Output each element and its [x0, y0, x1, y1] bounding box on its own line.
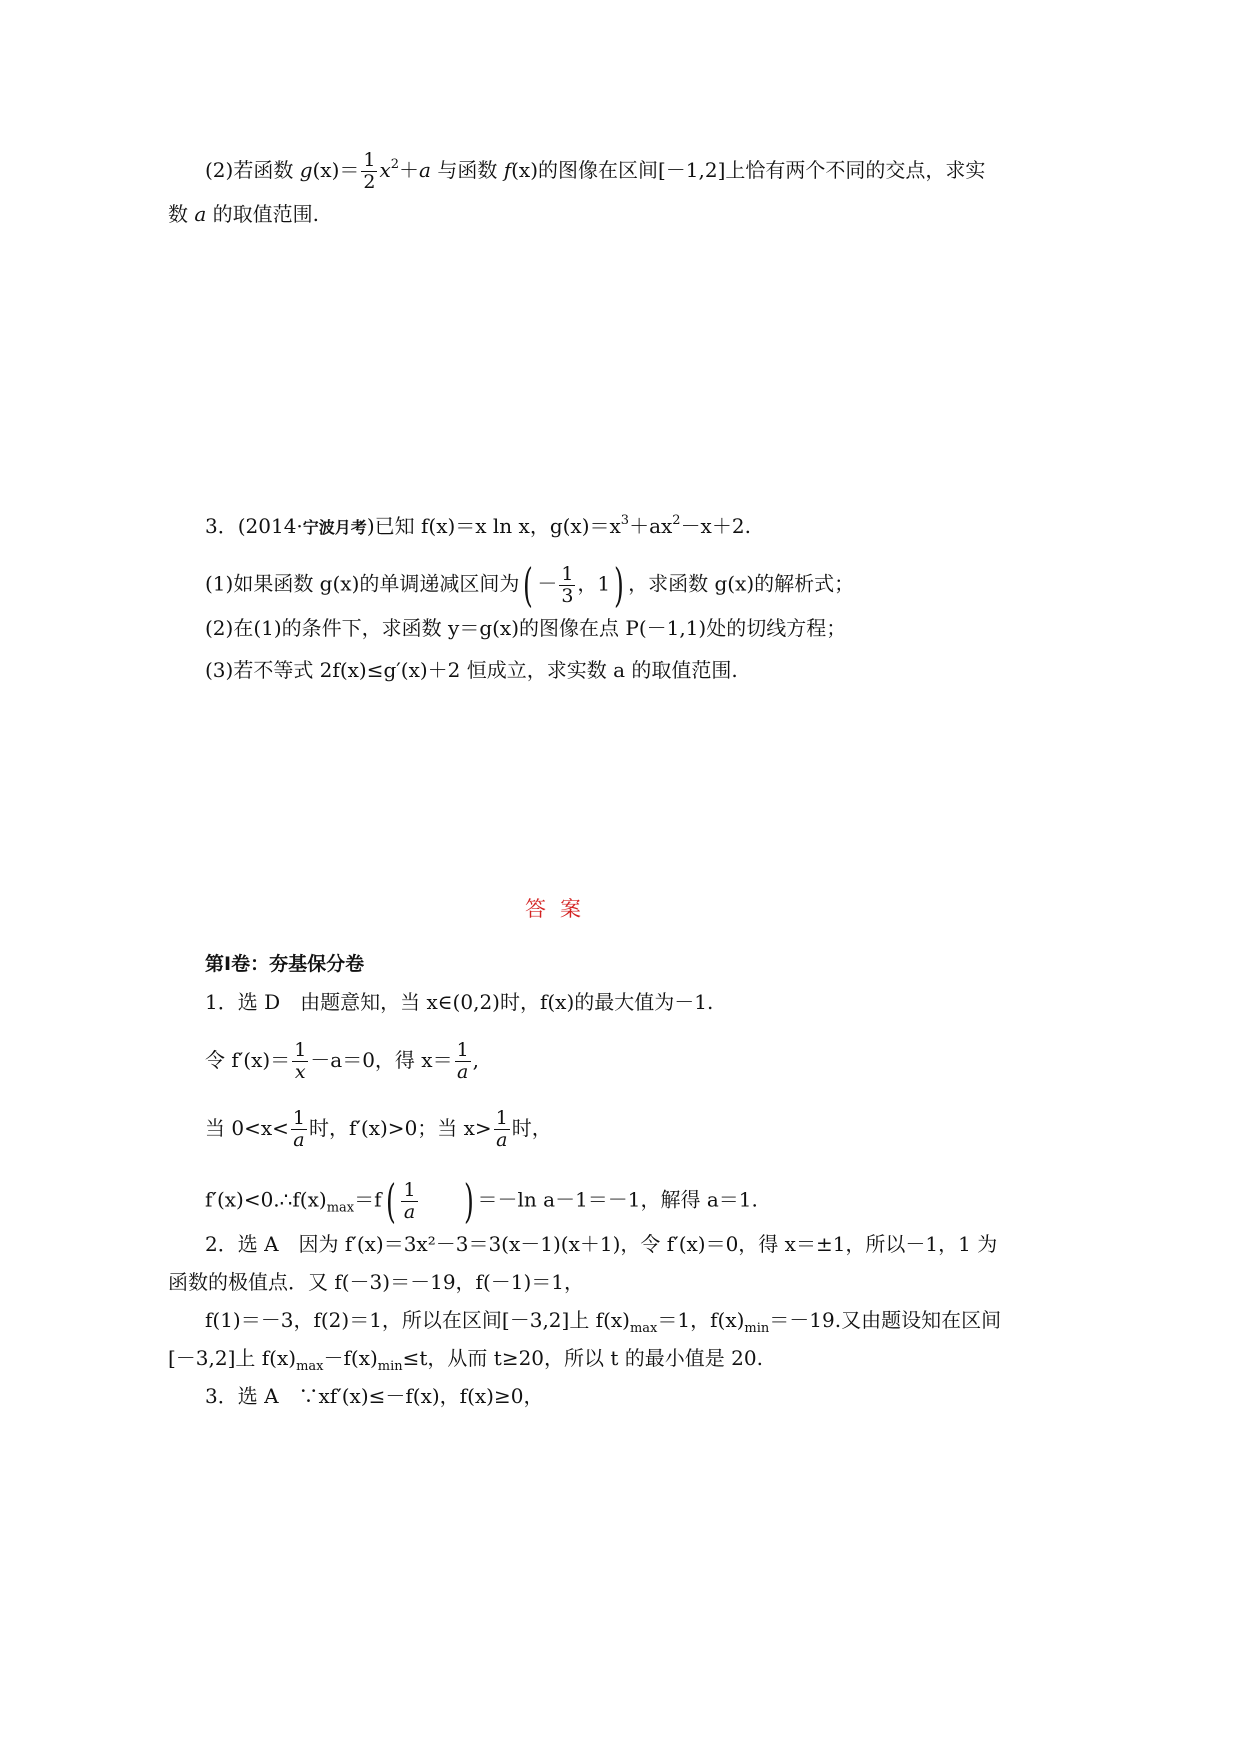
- q3-part3: (3)若不等式 2f(x)≤g′(x)＋2 恒成立，求实数 a 的取值范围.: [205, 658, 738, 682]
- left-paren: (: [523, 558, 534, 612]
- q3-part2: (2)在(1)的条件下，求函数 y＝g(x)的图像在点 P(－1,1)处的切线方程；: [205, 616, 847, 640]
- answer1-line2: 令 f′(x)＝ $\frac{1}{x}$ －a＝0，得 x＝ $\frac{1}{a}$ ,: [205, 1039, 480, 1083]
- answer2-line4: [－3,2]上 $f(x)_{max}-f(x)_{min}\le t$，从而 t≥20，所以 t 的最小值是 20.: [168, 1346, 763, 1374]
- q2-part2-line1: (2)若函数 g(x)＝ $\frac{1}{2}$ $x^2+a$ 与函数 f(x)的图像在区间[－1,2]上恰有两个不同的交点，求实: [205, 149, 986, 193]
- q3-heading: 3．(2014·宁波月考)已知 f(x)＝x ln x，$g(x)=x^3+ax^2-x+2$.: [205, 513, 751, 538]
- fraction: $\frac{1}{2}$: [363, 149, 376, 193]
- source-label: 宁波月考: [302, 518, 367, 537]
- answer-title: 答案: [525, 897, 595, 921]
- left-paren: (: [385, 1174, 396, 1228]
- fraction: $\frac{1}{a}$: [495, 1107, 508, 1151]
- answer2-line3: f(1)＝－3，f(2)＝1，所以在区间[－3,2]上 $f(x)_{max}=1$，$f(x)_{min}=-19$.又由题设知在区间: [205, 1308, 1002, 1336]
- answer2-line1: 2．选 A 因为 f′(x)＝3x²－3＝3(x－1)(x＋1)，令 f′(x)＝0，得 x＝±1，所以－1，1 为: [205, 1232, 998, 1256]
- fraction: $\frac{1}{a}$: [292, 1107, 305, 1151]
- answer3-line1: 3．选 A ∵xf′(x)≤－f(x)，f(x)≥0，: [205, 1384, 544, 1408]
- answer1-line1: 1．选 D 由题意知，当 x∈(0,2)时，f(x)的最大值为－1.: [205, 990, 714, 1014]
- answer1-line3: 当 0<x< $\frac{1}{a}$ 时，f′(x)>0；当 x> $\frac{1}{a}$ 时，: [205, 1107, 552, 1151]
- answer1-line4: $f'(x)<0.\therefore f(x)_{max}=f$( $\frac{1}{a}$ ) ＝－ln a－1＝－1，解得 a＝1.: [205, 1174, 758, 1228]
- answer2-line2: 函数的极值点．又 f(－3)＝－19，f(－1)＝1，: [168, 1270, 584, 1294]
- q3-part1: (1)如果函数 g(x)的单调递减区间为( － $\frac{1}{3}$ ，1) ，求函数 g(x)的解析式；: [205, 558, 855, 612]
- right-paren: ): [463, 1174, 474, 1228]
- q2-part2-line2: 数 a 的取值范围.: [168, 202, 320, 226]
- fraction: $\frac{1}{3}$: [561, 562, 574, 607]
- right-paren: ): [614, 558, 625, 612]
- fraction: $\frac{1}{a}$: [456, 1039, 469, 1083]
- fraction: $\frac{1}{x}$: [294, 1039, 307, 1083]
- section-heading: 第Ⅰ卷：夯基保分卷: [205, 953, 365, 975]
- fraction: $\frac{1}{a}$: [403, 1178, 416, 1223]
